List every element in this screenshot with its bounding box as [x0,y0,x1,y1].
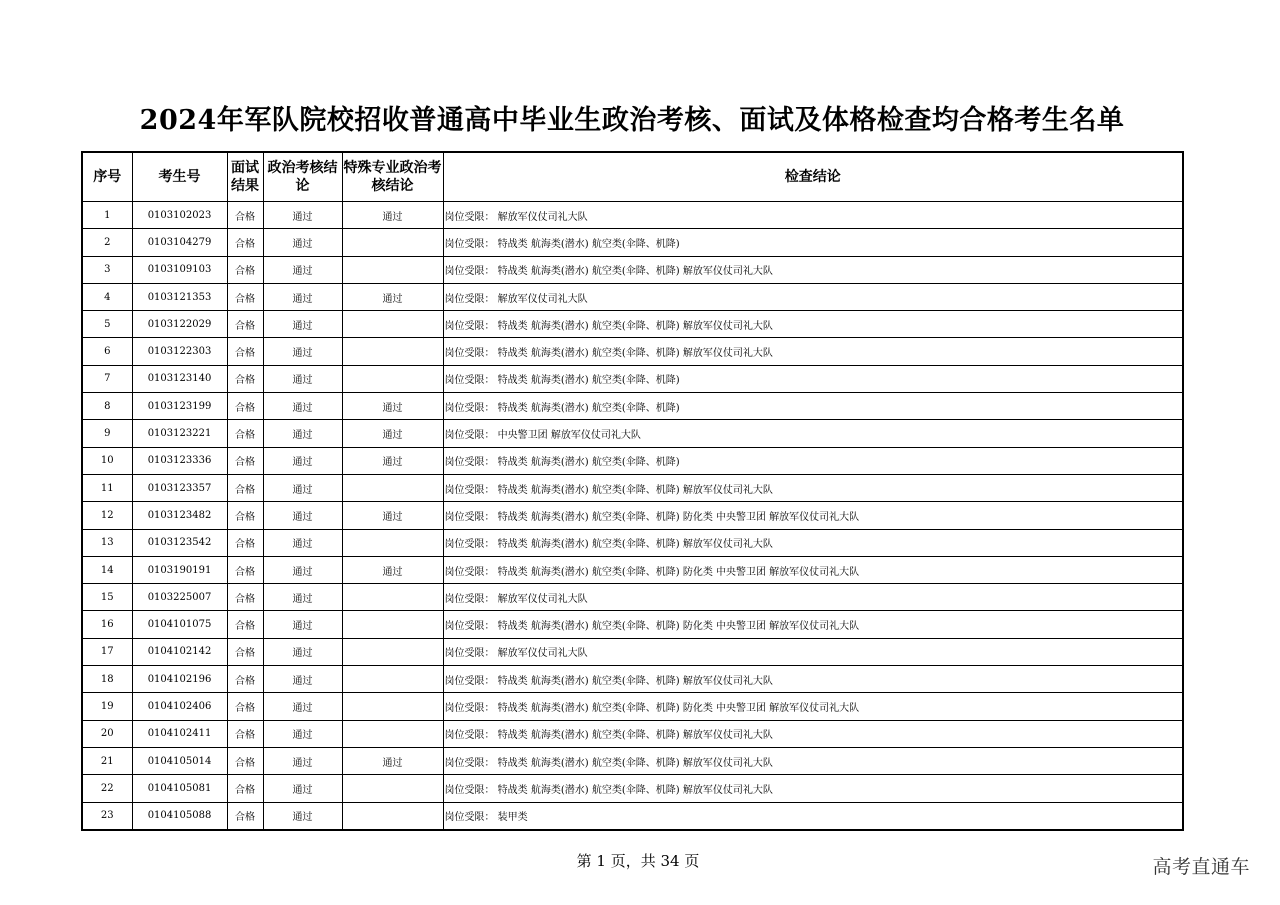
cell-special [342,529,443,556]
cell-exam-no: 0103123199 [132,393,227,420]
cell-political: 通过 [263,420,342,447]
cell-seq: 22 [82,775,132,802]
cell-political: 通过 [263,802,342,830]
cell-seq: 7 [82,365,132,392]
cell-political: 通过 [263,693,342,720]
cell-political: 通过 [263,229,342,256]
cell-political: 通过 [263,202,342,229]
cell-interview: 合格 [227,802,263,830]
cell-seq: 3 [82,256,132,283]
cell-special [342,720,443,747]
cell-exam-no: 0104102411 [132,720,227,747]
cell-political: 通过 [263,611,342,638]
cell-political: 通过 [263,365,342,392]
cell-check: 岗位受限： 特战类 航海类(潜水) 航空类(伞降、机降) 防化类 中央警卫团 解放军仪仗司礼大队 [443,556,1183,583]
table-row [82,556,1183,583]
cell-political: 通过 [263,474,342,501]
cell-check: 岗位受限： 特战类 航海类(潜水) 航空类(伞降、机降) 防化类 中央警卫团 解放军仪仗司礼大队 [443,693,1183,720]
cell-seq: 5 [82,311,132,338]
cell-check: 岗位受限： 解放军仪仗司礼大队 [443,283,1183,310]
table-row [82,447,1183,474]
cell-special [342,611,443,638]
cell-political: 通过 [263,283,342,310]
cell-exam-no: 0104105081 [132,775,227,802]
table-header-row [82,152,1183,202]
table-row [82,693,1183,720]
cell-special [342,474,443,501]
cell-interview: 合格 [227,529,263,556]
cell-political: 通过 [263,747,342,774]
cell-special: 通过 [342,502,443,529]
page-footer: 第 1 页，共 34 页 [576,852,700,870]
cell-political: 通过 [263,447,342,474]
cell-interview: 合格 [227,666,263,693]
cell-interview: 合格 [227,556,263,583]
cell-political: 通过 [263,720,342,747]
cell-exam-no: 0103122303 [132,338,227,365]
cell-special: 通过 [342,393,443,420]
cell-political: 通过 [263,775,342,802]
cell-seq: 8 [82,393,132,420]
cell-exam-no: 0104105014 [132,747,227,774]
cell-interview: 合格 [227,447,263,474]
cell-check: 岗位受限： 特战类 航海类(潜水) 航空类(伞降、机降) [443,447,1183,474]
header-interview: 面试结果 [227,152,263,202]
cell-interview: 合格 [227,747,263,774]
cell-exam-no: 0104102142 [132,638,227,665]
table-row [82,229,1183,256]
cell-special [342,229,443,256]
cell-check: 岗位受限： 特战类 航海类(潜水) 航空类(伞降、机降) 解放军仪仗司礼大队 [443,474,1183,501]
cell-political: 通过 [263,256,342,283]
cell-special [342,638,443,665]
cell-seq: 14 [82,556,132,583]
cell-special [342,311,443,338]
cell-exam-no: 0103109103 [132,256,227,283]
cell-exam-no: 0103123140 [132,365,227,392]
table-row [82,529,1183,556]
cell-check: 岗位受限： 特战类 航海类(潜水) 航空类(伞降、机降) 解放军仪仗司礼大队 [443,529,1183,556]
cell-check: 岗位受限： 解放军仪仗司礼大队 [443,638,1183,665]
table-row [82,338,1183,365]
cell-interview: 合格 [227,393,263,420]
header-seq: 序号 [82,152,132,202]
table-row [82,474,1183,501]
cell-political: 通过 [263,393,342,420]
cell-interview: 合格 [227,502,263,529]
candidate-table [81,151,1184,831]
cell-check: 岗位受限： 特战类 航海类(潜水) 航空类(伞降、机降) 解放军仪仗司礼大队 [443,666,1183,693]
cell-check: 岗位受限： 解放军仪仗司礼大队 [443,584,1183,611]
cell-seq: 6 [82,338,132,365]
cell-special: 通过 [342,556,443,583]
cell-interview: 合格 [227,229,263,256]
table-row [82,256,1183,283]
table-row [82,365,1183,392]
cell-exam-no: 0103190191 [132,556,227,583]
cell-seq: 15 [82,584,132,611]
cell-special [342,584,443,611]
cell-special [342,775,443,802]
cell-political: 通过 [263,584,342,611]
cell-exam-no: 0104101075 [132,611,227,638]
cell-seq: 9 [82,420,132,447]
cell-check: 岗位受限： 特战类 航海类(潜水) 航空类(伞降、机降) 解放军仪仗司礼大队 [443,775,1183,802]
cell-exam-no: 0103121353 [132,283,227,310]
cell-seq: 19 [82,693,132,720]
cell-special [342,666,443,693]
cell-seq: 4 [82,283,132,310]
cell-seq: 17 [82,638,132,665]
cell-interview: 合格 [227,720,263,747]
cell-check: 岗位受限： 特战类 航海类(潜水) 航空类(伞降、机降) [443,365,1183,392]
cell-check: 岗位受限： 特战类 航海类(潜水) 航空类(伞降、机降) 解放军仪仗司礼大队 [443,256,1183,283]
cell-seq: 16 [82,611,132,638]
table-row [82,202,1183,229]
cell-seq: 13 [82,529,132,556]
table-row [82,420,1183,447]
cell-check: 岗位受限： 特战类 航海类(潜水) 航空类(伞降、机降) 解放军仪仗司礼大队 [443,720,1183,747]
table-row [82,775,1183,802]
cell-special: 通过 [342,202,443,229]
cell-interview: 合格 [227,283,263,310]
cell-check: 岗位受限： 特战类 航海类(潜水) 航空类(伞降、机降) 解放军仪仗司礼大队 [443,311,1183,338]
table-row [82,393,1183,420]
cell-interview: 合格 [227,584,263,611]
cell-interview: 合格 [227,693,263,720]
table-row [82,283,1183,310]
cell-exam-no: 0103123357 [132,474,227,501]
cell-interview: 合格 [227,256,263,283]
cell-special: 通过 [342,447,443,474]
table-row [82,611,1183,638]
cell-special [342,256,443,283]
cell-interview: 合格 [227,202,263,229]
cell-special: 通过 [342,747,443,774]
cell-check: 岗位受限： 特战类 航海类(潜水) 航空类(伞降、机降) 防化类 中央警卫团 解放军仪仗司礼大队 [443,611,1183,638]
table-row [82,584,1183,611]
cell-special [342,802,443,830]
cell-check: 岗位受限： 解放军仪仗司礼大队 [443,202,1183,229]
cell-exam-no: 0103123542 [132,529,227,556]
cell-check: 岗位受限： 装甲类 [443,802,1183,830]
cell-check: 岗位受限： 中央警卫团 解放军仪仗司礼大队 [443,420,1183,447]
cell-exam-no: 0104102196 [132,666,227,693]
table-row [82,747,1183,774]
cell-check: 岗位受限： 特战类 航海类(潜水) 航空类(伞降、机降) [443,393,1183,420]
cell-political: 通过 [263,666,342,693]
table-row [82,311,1183,338]
cell-political: 通过 [263,638,342,665]
cell-exam-no: 0103225007 [132,584,227,611]
cell-political: 通过 [263,529,342,556]
header-check: 检查结论 [443,152,1183,202]
cell-seq: 2 [82,229,132,256]
cell-exam-no: 0103123221 [132,420,227,447]
header-exam-no: 考生号 [132,152,227,202]
cell-check: 岗位受限： 特战类 航海类(潜水) 航空类(伞降、机降) 防化类 中央警卫团 解放军仪仗司礼大队 [443,502,1183,529]
cell-interview: 合格 [227,775,263,802]
cell-interview: 合格 [227,311,263,338]
cell-seq: 20 [82,720,132,747]
header-political: 政治考核结论 [263,152,342,202]
cell-check: 岗位受限： 特战类 航海类(潜水) 航空类(伞降、机降) 解放军仪仗司礼大队 [443,338,1183,365]
table-row [82,502,1183,529]
cell-check: 岗位受限： 特战类 航海类(潜水) 航空类(伞降、机降) 解放军仪仗司礼大队 [443,747,1183,774]
table-row [82,638,1183,665]
table-row [82,720,1183,747]
cell-seq: 23 [82,802,132,830]
cell-interview: 合格 [227,638,263,665]
cell-seq: 21 [82,747,132,774]
cell-exam-no: 0104105088 [132,802,227,830]
header-special: 特殊专业政治考核结论 [342,152,443,202]
cell-seq: 12 [82,502,132,529]
cell-interview: 合格 [227,474,263,501]
table-row [82,666,1183,693]
cell-political: 通过 [263,311,342,338]
cell-interview: 合格 [227,611,263,638]
cell-political: 通过 [263,556,342,583]
page-title: 2024年军队院校招收普通高中毕业生政治考核、面试及体格检查均合格考生名单 [139,105,1125,136]
cell-seq: 18 [82,666,132,693]
cell-interview: 合格 [227,338,263,365]
cell-political: 通过 [263,338,342,365]
cell-exam-no: 0103122029 [132,311,227,338]
cell-political: 通过 [263,502,342,529]
cell-exam-no: 0103104279 [132,229,227,256]
cell-special [342,693,443,720]
watermark: 高考直通车 [1152,856,1250,878]
table-row [82,802,1183,830]
cell-special [342,338,443,365]
cell-special: 通过 [342,420,443,447]
cell-exam-no: 0104102406 [132,693,227,720]
cell-exam-no: 0103123336 [132,447,227,474]
cell-check: 岗位受限： 特战类 航海类(潜水) 航空类(伞降、机降) [443,229,1183,256]
cell-exam-no: 0103102023 [132,202,227,229]
cell-special [342,365,443,392]
cell-interview: 合格 [227,420,263,447]
cell-special: 通过 [342,283,443,310]
cell-seq: 11 [82,474,132,501]
cell-seq: 1 [82,202,132,229]
cell-exam-no: 0103123482 [132,502,227,529]
cell-seq: 10 [82,447,132,474]
cell-interview: 合格 [227,365,263,392]
